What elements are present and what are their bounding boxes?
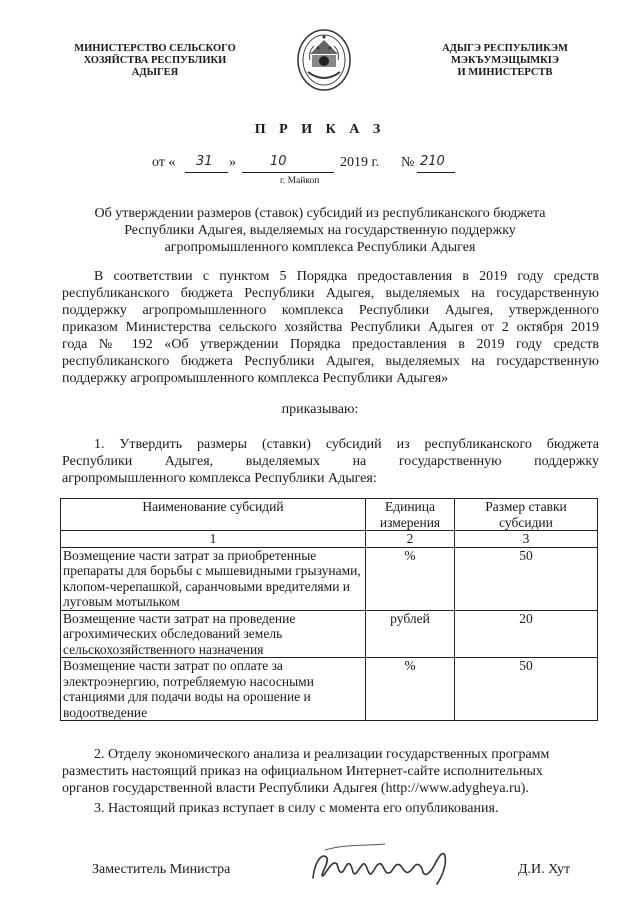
subsidy-rate: 20 (455, 610, 598, 658)
document-title: П Р И К А З (254, 122, 386, 137)
city: г. Майкоп (280, 176, 320, 186)
header-name: Наименование субсидий (61, 499, 366, 531)
subsidy-table (60, 498, 598, 721)
order-number: 210 (420, 154, 445, 169)
header-rate: Размер ставки субсидии (455, 499, 598, 531)
header-left-line: АДЫГЕЯ (131, 67, 179, 78)
column-number: 2 (366, 531, 455, 548)
subject-line: Республики Адыгея, выделяемых на государственную поддержку (124, 223, 516, 238)
table-number-row (61, 531, 598, 548)
item-3-line: 3. Настоящий приказ вступает в силу с момента его опубликования. (94, 801, 499, 816)
month-underline (242, 172, 334, 173)
subsidy-unit: % (366, 658, 455, 721)
subsidy-name: Возмещение части затрат по оплате за электроэнергию, потребляемую насосными станциями для подачи воды на орошение и водоотведение (61, 658, 366, 721)
header-unit: Единица измерения (366, 499, 455, 531)
subsidy-name: Возмещение части затрат за приобретенные препараты для борьбы с мышевидными грызунами, клопом-черепашкой, саранчовыми вредителями и луговым мотыльком (61, 547, 366, 610)
column-number: 3 (455, 531, 598, 548)
order-word: приказываю: (281, 402, 359, 417)
header-left-line: МИНИСТЕРСТВО СЕЛЬСКОГО (74, 43, 236, 54)
table-header-row (61, 499, 598, 531)
item-2-line: органов государственной власти Республики Адыгея (http://www.adygheya.ru). (62, 781, 529, 796)
item-1 (62, 436, 599, 487)
preamble (62, 268, 599, 387)
preamble-line: приказом Министерства сельского хозяйства Республики Адыгея от 2 октября 2019 (62, 320, 599, 335)
subsidy-unit: % (366, 547, 455, 610)
date-prefix: от « (152, 155, 176, 170)
item-2-line: 2. Отделу экономического анализа и реализации государственных программ (94, 747, 550, 762)
header-right-line: МЭКЪУМЭЩЫМКIЭ (451, 55, 559, 66)
subsidy-name: Возмещение части затрат на проведение агрохимических обследований земель сельскохозяйственного назначения (61, 610, 366, 658)
preamble-line: республиканского бюджета Республики Адыгея, выделяемых на государственную (62, 286, 599, 301)
date-year: 2019 г. (340, 155, 380, 170)
table-row (61, 547, 598, 610)
item-1-line: 1. Утвердить размеры (ставки) субсидий из республиканского бюджета (94, 437, 599, 452)
item-1-line: агропромышленного комплекса Республики Адыгея: (62, 471, 377, 486)
handwritten-signature (305, 838, 465, 888)
subject-line: агропромышленного комплекса Республики Адыгея (164, 240, 476, 255)
subject (60, 205, 580, 256)
preamble-line: республиканского бюджета Республики Адыгея, выделяемых на государственную (62, 354, 599, 369)
signer-name: Д.И. Хут (518, 862, 571, 877)
item-1-line: Республики Адыгея, выделяемых на государственную поддержку (62, 454, 599, 469)
subsidy-rate: 50 (455, 547, 598, 610)
header-right-line: АДЫГЭ РЕСПУБЛИКЭМ (442, 43, 568, 54)
date-mid: » (229, 155, 236, 170)
preamble-line: года № 192 «Об утверждении Порядка предоставления в 2019 году средств (62, 337, 599, 352)
number-underline (417, 172, 455, 173)
coat-of-arms-emblem (296, 28, 352, 92)
column-number: 1 (61, 531, 366, 548)
header-right-line: И МИНИСТЕРСТВ (457, 67, 553, 78)
table-row (61, 610, 598, 658)
day-underline (185, 172, 228, 173)
number-label: № (401, 155, 415, 170)
preamble-line: В соответствии с пунктом 5 Порядка предоставления в 2019 году средств (94, 269, 599, 284)
header-left-line: ХОЗЯЙСТВА РЕСПУБЛИКИ (83, 55, 227, 66)
signer-position: Заместитель Министра (92, 862, 231, 877)
subject-line: Об утверждении размеров (ставок) субсидий из республиканского бюджета (94, 206, 546, 221)
item-2-line: разместить настоящий приказ на официальном Интернет-сайте исполнительных (62, 764, 543, 779)
date-day: 31 (196, 154, 213, 169)
table-row (61, 658, 598, 721)
item-3 (62, 800, 599, 817)
preamble-line: поддержку агропромышленного комплекса Республики Адыгея» (62, 371, 449, 386)
subsidy-unit: рублей (366, 610, 455, 658)
header-left (60, 43, 250, 79)
subsidy-rate: 50 (455, 658, 598, 721)
date-month: 10 (270, 154, 287, 169)
preamble-line: поддержку агропромышленного комплекса Республики Адыгея, утвержденного (62, 303, 599, 318)
item-2 (62, 746, 599, 797)
header-right (420, 43, 590, 79)
